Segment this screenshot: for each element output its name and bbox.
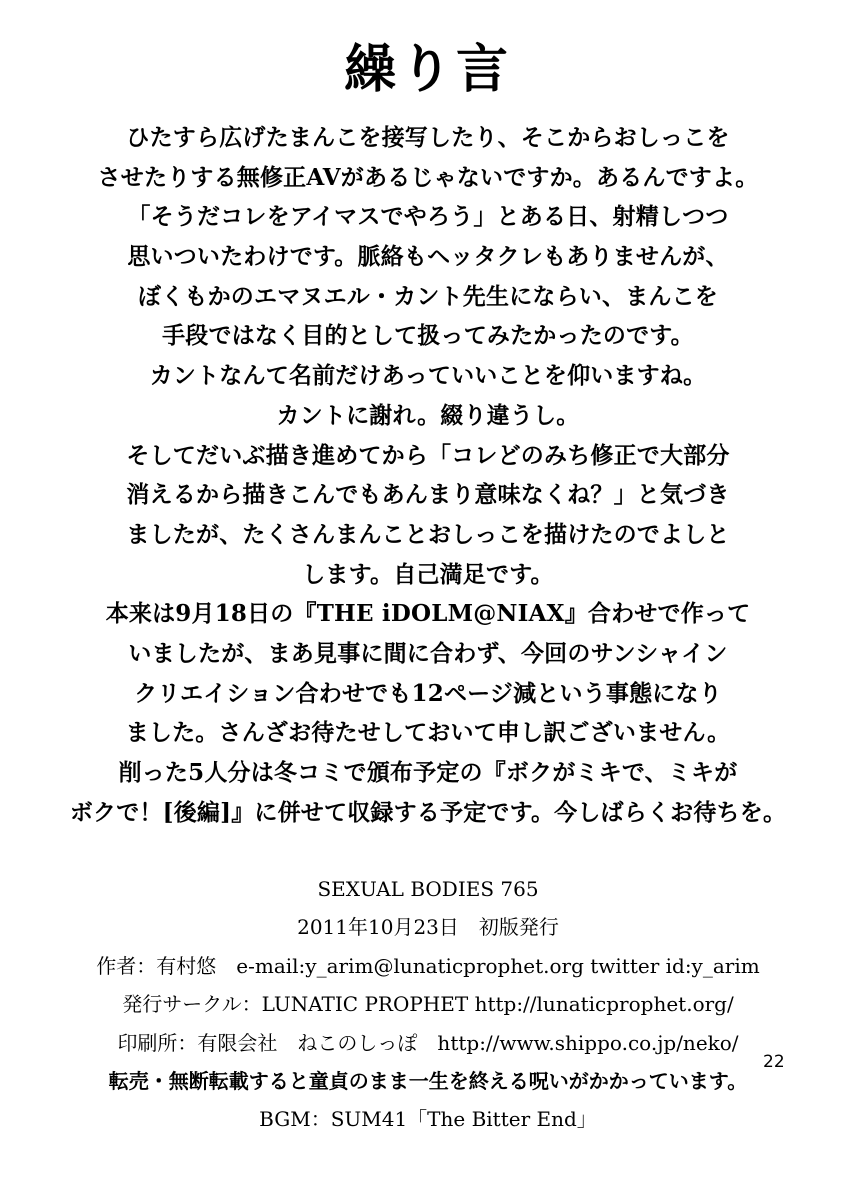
- text-line: ボクで！[後編]』に併せて収録する予定です。今しばらくお待ちを。: [69, 798, 787, 826]
- reprint-warning: 転売・無断転載すると童貞のまま一生を終える呪いがかかっています。: [108, 1068, 748, 1093]
- circle-info: 発行サークル：LUNATIC PROPHET http://lunaticprophet.org/: [122, 992, 734, 1017]
- text-line: ぼくもかのエマヌエル・カント先生にならい、まんこを: [138, 282, 718, 310]
- afterword-text: [20, 118, 836, 832]
- text-line: いましたが、まあ見事に間に合わず、今回のサンシャイン: [128, 639, 728, 667]
- text-line: 「そうだコレをアイマスでやろう」とある日、射精しつつ: [127, 203, 729, 231]
- text-line: ましたが、たくさんまんことおしっこを描けたのでよしと: [126, 520, 730, 548]
- text-line: クリエイション合わせでも12ページ減という事態になり: [134, 679, 722, 707]
- text-line: 削った5人分は冬コミで頒布予定の『ボクがミキで、ミキが: [118, 759, 738, 786]
- text-line: そしてだいぶ描き進めてから「コレどのみち修正で大部分: [126, 441, 730, 469]
- page-title: 繰り言: [343, 39, 512, 100]
- printer-info: 印刷所：有限会社 ねこのしっぽ http://www.shippo.co.jp/neko/: [117, 1030, 739, 1055]
- text-line: ました。さんざお待たせしておいて申し訳ございません。: [125, 719, 731, 747]
- author-info: 作者：有村悠 e-mail:y_arim@lunaticprophet.org twitter id:y_arim: [96, 953, 760, 978]
- text-line: 思いついたわけです。脈絡もヘッタクレもありませんが、: [127, 243, 729, 271]
- bgm-info: BGM：SUM41「The Bitter End」: [259, 1107, 597, 1132]
- text-line: ひたすら広げたまんこを接写したり、そこからおしっこを: [126, 124, 730, 151]
- text-line: 消えるから描きこんでもあんまり意味なくね？」と気づき: [126, 481, 730, 509]
- book-title: SEXUAL BODIES 765: [317, 877, 539, 901]
- text-line: 手段ではなく目的として扱ってみたかったのです。: [162, 322, 694, 350]
- text-line: 本来は9月18日の『THE iDOLM@NIAX』合わせで作って: [105, 600, 751, 628]
- text-line: します。自己満足です。: [302, 560, 554, 588]
- colophon: [20, 870, 836, 1139]
- publication-date: 2011年10月23日 初版発行: [297, 915, 559, 940]
- text-line: カントなんて名前だけあっていいことを仰いますね。: [149, 362, 707, 390]
- text-line: させたりする無修正AVがあるじゃないですか。あるんですよ。: [97, 163, 759, 191]
- page-number: 22: [763, 1052, 785, 1072]
- text-line: カントに謝れ。綴り違うし。: [276, 401, 580, 429]
